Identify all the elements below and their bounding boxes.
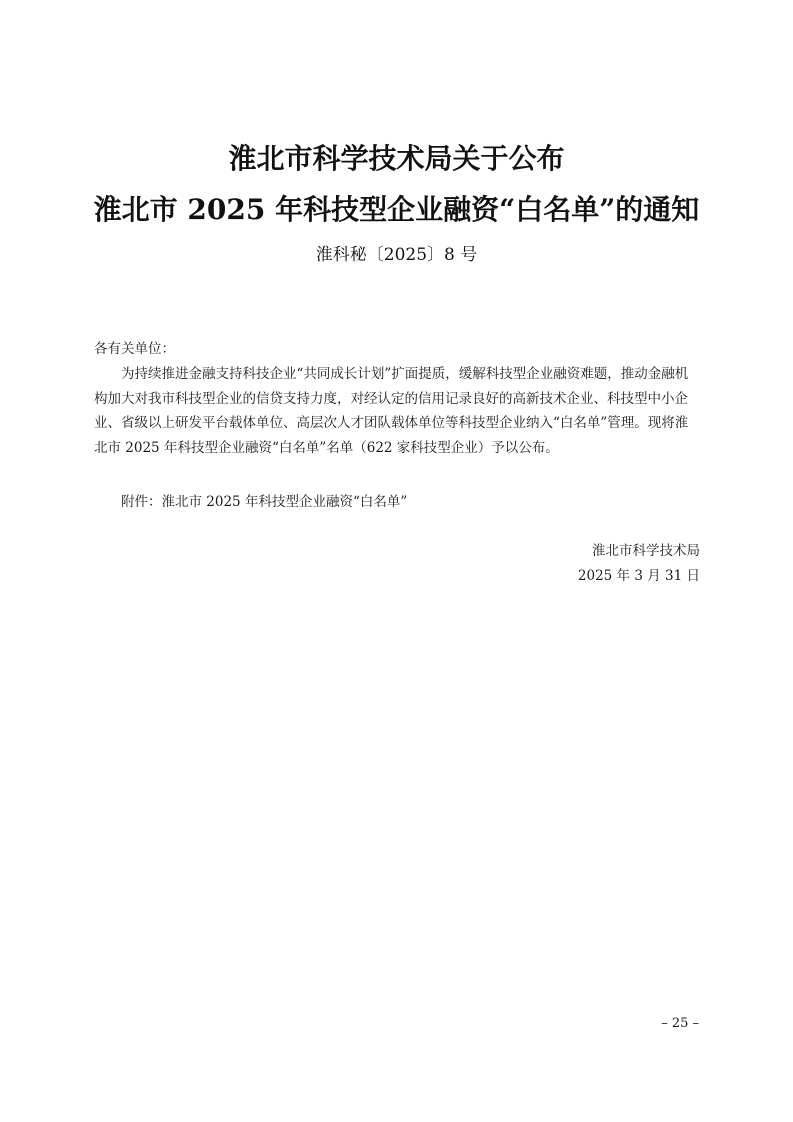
attachment-note: 附件：淮北市 2025 年科技型企业融资“白名单” bbox=[121, 494, 408, 510]
issuer-signature: 淮北市科学技术局 bbox=[592, 543, 700, 559]
body-line-2: 构加大对我市科技型企业的信贷支持力度，对经认定的信用记录良好的高新技术企业、科技型中小企 bbox=[94, 390, 688, 407]
body-paragraph bbox=[94, 362, 706, 461]
issue-date: 2025 年 3 月 31 日 bbox=[577, 568, 700, 584]
body-line-4: 北市 2025 年科技型企业融资“白名单”名单（622 家科技型企业）予以公布。 bbox=[94, 440, 559, 457]
document-number: 淮科秘〔2025〕8 号 bbox=[315, 245, 478, 265]
body-line-3: 业、省级以上研发平台载体单位、高层次人才团队载体单位等科技型企业纳入“白名单”管理。现将淮 bbox=[94, 415, 689, 432]
body-line-1: 为持续推进金融支持科技企业“共同成长计划”扩面提质，缓解科技型企业融资难题，推动金融机 bbox=[121, 366, 689, 382]
document-title-line-1: 淮北市科学技术局关于公布 bbox=[228, 142, 565, 175]
page-number: – 25 – bbox=[661, 1016, 699, 1031]
salutation: 各有关单位： bbox=[94, 341, 175, 357]
document-title-line-2: 淮北市 2025 年科技型企业融资“白名单”的通知 bbox=[93, 193, 700, 226]
